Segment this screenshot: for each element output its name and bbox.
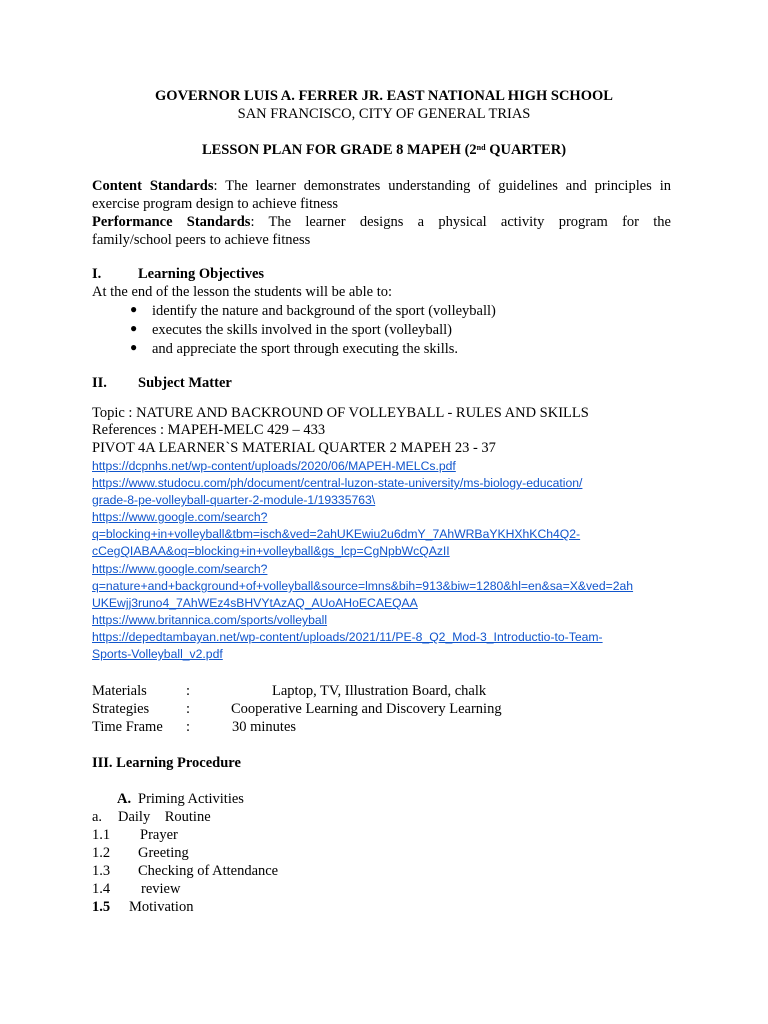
reference-link[interactable]: https://www.google.com/search? (92, 562, 268, 576)
bullet-icon: ● (130, 302, 138, 316)
bullet-icon: ● (130, 321, 138, 335)
routine-item: Greeting (138, 845, 189, 861)
materials-colon: : (186, 683, 191, 699)
daily-routine-marker: a. (92, 809, 103, 825)
time-frame-value: 30 minutes (232, 719, 297, 735)
objectives-intro: At the end of the lesson the students will be able to: (92, 284, 393, 300)
topic-line: Topic : NATURE AND BACKROUND OF VOLLEYBALL - RULES AND SKILLS (92, 405, 589, 421)
strategies-value: Cooperative Learning and Discovery Learning (231, 701, 502, 717)
materials-value: Laptop, TV, Illustration Board, chalk (272, 683, 487, 699)
reference-link[interactable]: https://dcpnhs.net/wp-content/uploads/2020/06/MAPEH-MELCs.pdf (92, 459, 456, 473)
lesson-plan-title: LESSON PLAN FOR GRADE 8 MAPEH (2nd QUARTER) (201, 142, 567, 158)
subject-matter-heading: Subject Matter (138, 375, 232, 391)
reference-link[interactable]: https://depedtambayan.net/wp-content/uploads/2021/11/PE-8_Q2_Mod-3_Introductio-to-Team- (92, 630, 603, 644)
routine-number: 1.3 (92, 863, 111, 879)
reference-link[interactable]: https://www.studocu.com/ph/document/central-luzon-state-university/ms-biology-education/ (92, 476, 583, 490)
routine-item: review (141, 881, 181, 897)
routine-number: 1.4 (92, 881, 111, 897)
pivot-line: PIVOT 4A LEARNER`S MATERIAL QUARTER 2 MAPEH 23 - 37 (92, 440, 496, 456)
routine-item: Prayer (140, 827, 178, 843)
school-name: GOVERNOR LUIS A. FERRER JR. EAST NATIONAL HIGH SCHOOL (155, 88, 613, 104)
learning-procedure-heading: III. Learning Procedure (92, 755, 241, 771)
priming-marker: A. (117, 791, 132, 807)
performance-standards-cont: family/school peers to achieve fitness (92, 232, 311, 248)
content-standards-cont: exercise program design to achieve fitness (92, 196, 339, 212)
objective-item: identify the nature and background of the sport (volleyball) (152, 303, 496, 319)
time-frame-label: Time Frame (92, 719, 163, 735)
materials-label: Materials (92, 683, 147, 699)
reference-link[interactable]: q=blocking+in+volleyball&tbm=isch&ved=2ahUKEwiu2u6dmY_7AhWRBaYKHXhKCh4Q2- (92, 527, 581, 541)
routine-number: 1.1 (92, 827, 111, 843)
content-standards: Content Standards: The learner demonstrates understanding of guidelines and principles in (92, 178, 671, 194)
daily-routine: Daily Routine (118, 809, 211, 825)
time-frame-colon: : (186, 719, 191, 735)
objective-item: executes the skills involved in the sport (volleyball) (152, 322, 453, 338)
priming-activities: Priming Activities (138, 791, 244, 807)
school-location: SAN FRANCISCO, CITY OF GENERAL TRIAS (237, 106, 531, 122)
routine-number: 1.5 (92, 899, 111, 915)
references-line: References : MAPEH-MELC 429 – 433 (92, 422, 326, 438)
reference-link[interactable]: https://www.britannica.com/sports/volleyball (92, 613, 328, 627)
routine-item: Checking of Attendance (138, 863, 279, 879)
reference-link[interactable]: Sports-Volleyball_v2.pdf (92, 647, 223, 661)
routine-number: 1.2 (92, 845, 111, 861)
reference-link[interactable]: cCegQIABAA&oq=blocking+in+volleyball&gs_lcp=CgNpbWcQAzII (92, 544, 450, 558)
routine-item: Motivation (129, 899, 194, 915)
objective-item: and appreciate the sport through executing the skills. (152, 341, 459, 357)
strategies-colon: : (186, 701, 191, 717)
reference-link[interactable]: UKEwjj3runo4_7AhWEz4sBHVYtAzAQ_AUoAHoECAEQAA (92, 596, 418, 610)
learning-objectives-heading: Learning Objectives (138, 266, 265, 282)
bullet-icon: ● (130, 340, 138, 354)
reference-link[interactable]: grade-8-pe-volleyball-quarter-2-module-1/19335763\ (92, 493, 376, 507)
reference-link[interactable]: q=nature+and+background+of+volleyball&source=lmns&bih=913&biw=1280&hl=en&sa=X&ved=2ah (92, 579, 634, 593)
section-ii-numeral: II. (92, 375, 107, 391)
performance-standards: Performance Standards: The learner designs a physical activity program for the (92, 214, 671, 230)
strategies-label: Strategies (92, 701, 150, 717)
reference-link[interactable]: https://www.google.com/search? (92, 510, 268, 524)
section-i-numeral: I. (92, 266, 102, 282)
